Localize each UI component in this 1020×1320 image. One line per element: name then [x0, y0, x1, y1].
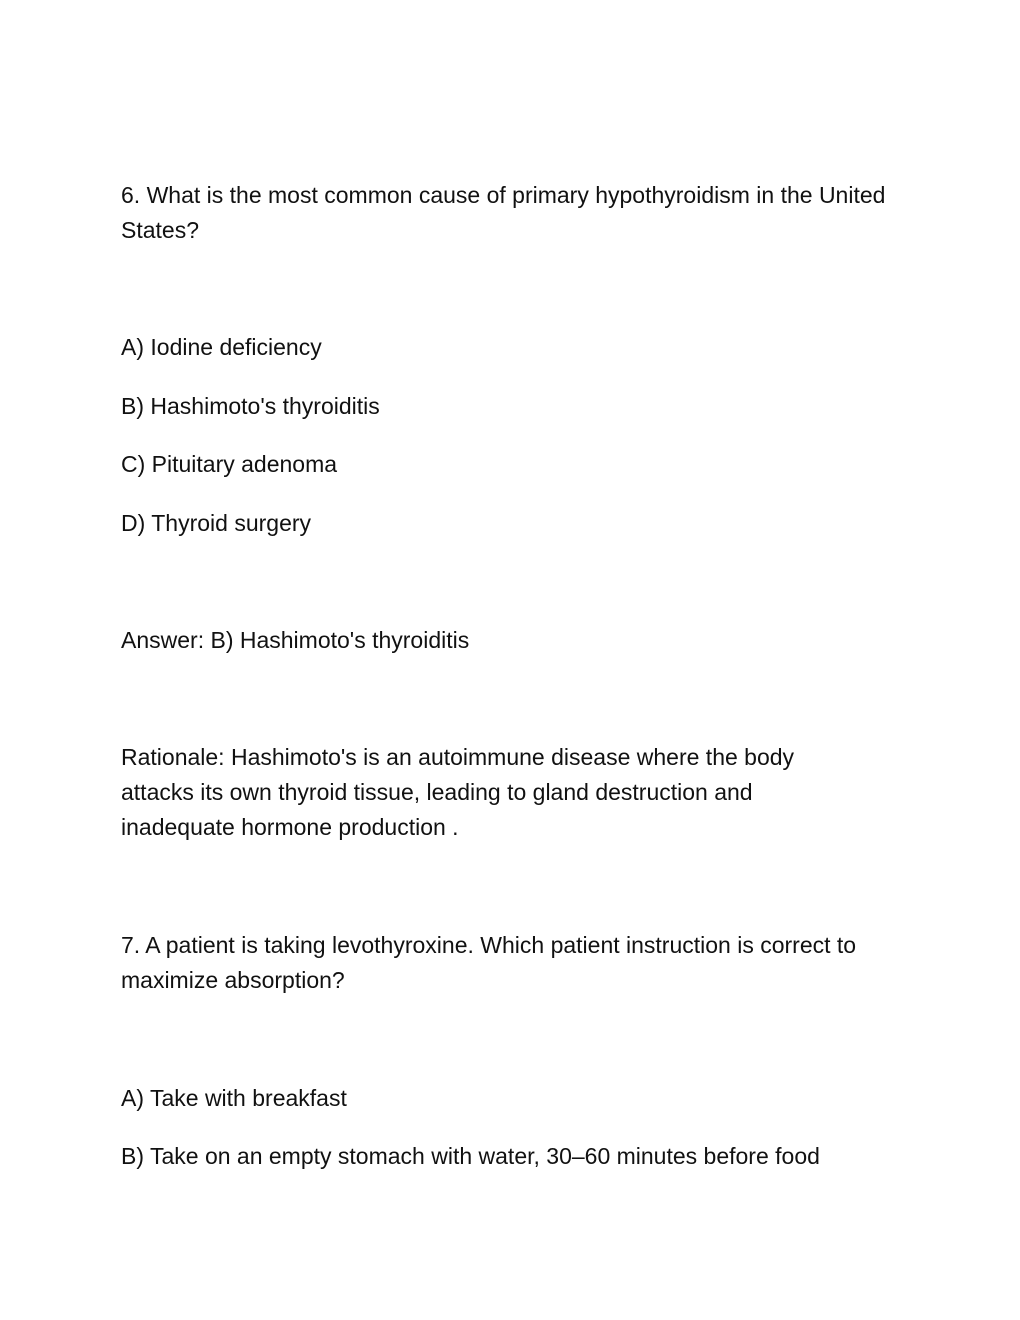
question-6-prompt: 6. What is the most common cause of primary hypothyroidism in the United States? — [121, 182, 886, 243]
question-6-option-c: C) Pituitary adenoma — [121, 451, 338, 477]
question-6-answer: Answer: B) Hashimoto's thyroiditis — [121, 627, 470, 653]
question-7-prompt: 7. A patient is taking levothyroxine. Which patient instruction is correct to maximize absorption? — [121, 932, 857, 993]
question-6-rationale: Rationale: Hashimoto's is an autoimmune disease where the body attacks its own thyroid tissue, leading to gland destruction and inadequate hormone production . — [121, 744, 795, 840]
question-6-option-a: A) Iodine deficiency — [121, 334, 322, 360]
question-6-option-d: D) Thyroid surgery — [121, 510, 312, 536]
question-7-option-a: A) Take with breakfast — [121, 1085, 347, 1111]
question-7-option-b: B) Take on an empty stomach with water, 30–60 minutes before food — [121, 1143, 820, 1169]
question-6-option-b: B) Hashimoto's thyroiditis — [121, 393, 380, 419]
